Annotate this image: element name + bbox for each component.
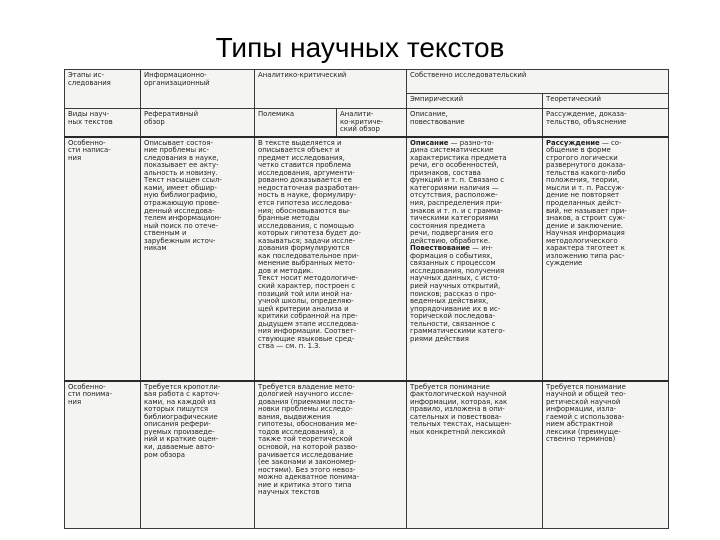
table-row — [65, 381, 669, 529]
features-referative: Описывает состоя- ние проблемы ис- следования в науке, показывает ее акту- альность и новизну. Текст насыщен ссыл- ками, имеет обшир- ную библиографию, отражающую прове- денный исследова- телем информацион- ный поиск по отече- ственным и зарубежным источ- никам — [141, 137, 255, 381]
type-polemic: Полемика — [255, 109, 337, 137]
text-types-table — [64, 69, 669, 529]
types-label: Виды науч- ных текстов — [65, 109, 141, 137]
header-empirical: Эмпирический — [407, 94, 543, 109]
table-row — [65, 70, 669, 94]
understanding-empirical: Требуется понимание фактологической научной информации, которая, как правило, изложена в опи- сательных и повествова- тельных текстах, насыщен- ных конкретной лексикой — [407, 381, 543, 529]
table-row — [65, 137, 669, 381]
header-research: Собственно исследовательский — [407, 70, 669, 94]
type-reasoning: Рассуждение, доказа- тельство, объяснение — [543, 109, 669, 137]
header-analytic: Аналитико-критический — [255, 70, 407, 109]
features-analytic: В тексте выделяется и описывается объект и предмет исследования, четко ставится проблема исследования, аргументи- рованно доказывается ее недостаточная разработан- ность в науке, формулиру- ется гипотеза исследова- ния; обосновываются вы- бранные методы исследования, с помощью которых гипотеза будет до- казываться; задачи иссле- дования формулируются как последовательное при- менение выбранных мето- дов и методик. Текст носит методологиче- ский характер, построен с позиций той или иной на- учной школы, определяю- щей критерии анализа и критики собранной на пре- дыдущем этапе исследова- ния информации. Соответ- ствующие языковые сред- ства — см. п. 1.3. — [255, 137, 407, 381]
term-narration: Повествование — [410, 244, 470, 253]
table-row — [65, 109, 669, 137]
header-theoretical: Теоретический — [543, 94, 669, 109]
header-informational: Информационно- организационный — [141, 70, 255, 109]
features-empirical: Описание — разно-то- дина систематические характеристика предмета речи, его особенностей, признаков, состава функций и т. п. Связано с категориями наличия — отсутствия, расположе- ния, распределения при- знаков и т. п. и с грамма- тическими категориями состояния предмета речи, подвергания его действию, обработке. Повествование — ин- формация о событиях, связанных с процессом исследования, получения научных данных, с исто- рией научных открытий, поисков; рассказ о про- веденных действиях, упорядочивание их в ис- торической последова- тельности, связанное с грамматическими катего- риями действия — [407, 137, 543, 381]
understanding-theoretical: Требуется понимание научной и общей тео- ретической научной информации, изла- гаемой с использова- нием абстрактной лексики (преимуще- ственно терминов) — [543, 381, 669, 529]
scanned-table-image — [64, 69, 668, 529]
features-label: Особенно- сти написа- ния — [65, 137, 141, 381]
understanding-analytic: Требуется владение мето- дологией научного иссле- дования (приемами поста- новки проблемы исследо- вания, выдвижения гипотезы, обоснования ме- тодов исследования), а также той теоретической основой, на которой разво- рачивается исследование (ее законами и закономер- ностями). Без этого невоз- можно адекватное понима- ние и критика этого типа научных текстов — [255, 381, 407, 529]
features-theoretical: Рассуждение — со- общение в форме строгого логически развернутого доказа- тельства какого-либо положения, теории, мысли и т. п. Рассуж- дение не повторяет проделанных дейст- вий, не называет при- знаков, а строит суж- дение и заключение. Научная информация методологического характера тяготеет к изложению типа рас- суждение — [543, 137, 669, 381]
term-description: Описание — [410, 138, 449, 147]
header-stage: Этапы ис- следования — [65, 70, 141, 109]
understanding-referative: Требуется кропотли- вая работа с карточ- ками, на каждой из которых пишутся библиографические описания рефери- руемых произведе- ний и краткие оцен- ки, даваемые авто- ром обзора — [141, 381, 255, 529]
type-description: Описание, повествование — [407, 109, 543, 137]
slide-title: Типы научных текстов — [215, 32, 505, 63]
type-analytic-review: Аналити- ко-критиче- ский обзор — [337, 109, 407, 137]
understanding-label: Особенно- сти понима- ния — [65, 381, 141, 529]
type-referative: Реферативный обзор — [141, 109, 255, 137]
term-reasoning: Рассуждение — [546, 138, 600, 147]
